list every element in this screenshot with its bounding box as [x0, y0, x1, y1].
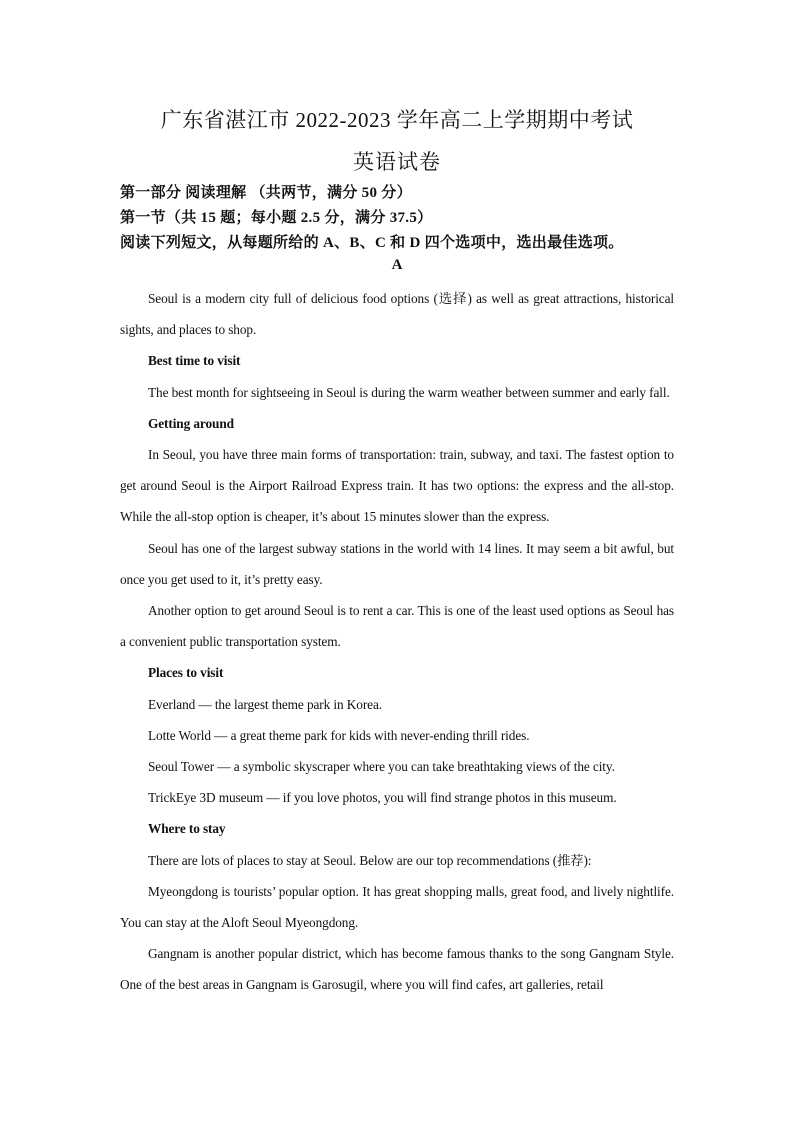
best-time-paragraph: The best month for sightseeing in Seoul is during the warm weather between summer and early fall. [148, 384, 670, 400]
passage-letter: A [391, 257, 403, 273]
getting-around-paragraph-2: Seoul has one of the largest subway stations in the world with 14 lines. It may seem a bit awful, but once you get used to it, it’s pretty easy. [120, 540, 674, 587]
place-item: Lotte World — a great theme park for kids with never-ending thrill rides. [148, 727, 530, 743]
place-item: Everland — the largest theme park in Korea. [148, 696, 382, 712]
part-heading: 第一部分 阅读理解 （共两节，满分 50 分） [120, 185, 412, 201]
stay-paragraph-1: There are lots of places to stay at Seoul. Below are our top recommendations (推荐): [148, 852, 592, 868]
place-item: TrickEye 3D museum — if you love photos, you will find strange photos in this museum. [148, 790, 617, 806]
exam-subtitle: 英语试卷 [353, 150, 441, 174]
best-time-heading: Best time to visit [148, 353, 241, 369]
stay-paragraph-3: Gangnam is another popular district, which has become famous thanks to the song Gangnam Style. One of the best areas in Gangnam is Garosugil, where you will find cafes, art galleries, retail [120, 946, 674, 993]
stay-paragraph-2: Myeongdong is tourists’ popular option. It has great shopping malls, great food, and lively nightlife. You can stay at the Aloft Seoul Myeongdong. [120, 883, 674, 931]
getting-around-paragraph-1: In Seoul, you have three main forms of transportation: train, subway, and taxi. The fastest option to get around Seoul is the Airport Railroad Express train. It has two options: the express and the all-stop. While the all-stop option is cheaper, it’s about 15 minutes slower than the express. [120, 447, 674, 525]
exam-title: 广东省湛江市 2022-2023 学年高二上学期期中考试 [160, 108, 634, 132]
place-item: Seoul Tower — a symbolic skyscraper where you can take breathtaking views of the city. [148, 759, 615, 775]
getting-around-heading: Getting around [148, 415, 234, 431]
directions-text: 阅读下列短文，从每题所给的 A、B、C 和 D 四个选项中，选出最佳选项。 [120, 235, 624, 251]
passage-body [120, 283, 674, 1001]
intro-paragraph: Seoul is a modern city full of delicious food options (选择) as well as great attractions, historical sights, and places to shop. [120, 291, 674, 338]
stay-heading: Where to stay [148, 821, 226, 837]
places-heading: Places to visit [148, 665, 224, 681]
getting-around-paragraph-3: Another option to get around Seoul is to rent a car. This is one of the least used options as Seoul has a convenient public transportation system. [120, 603, 674, 650]
section-heading: 第一节（共 15 题；每小题 2.5 分，满分 37.5） [120, 210, 433, 226]
